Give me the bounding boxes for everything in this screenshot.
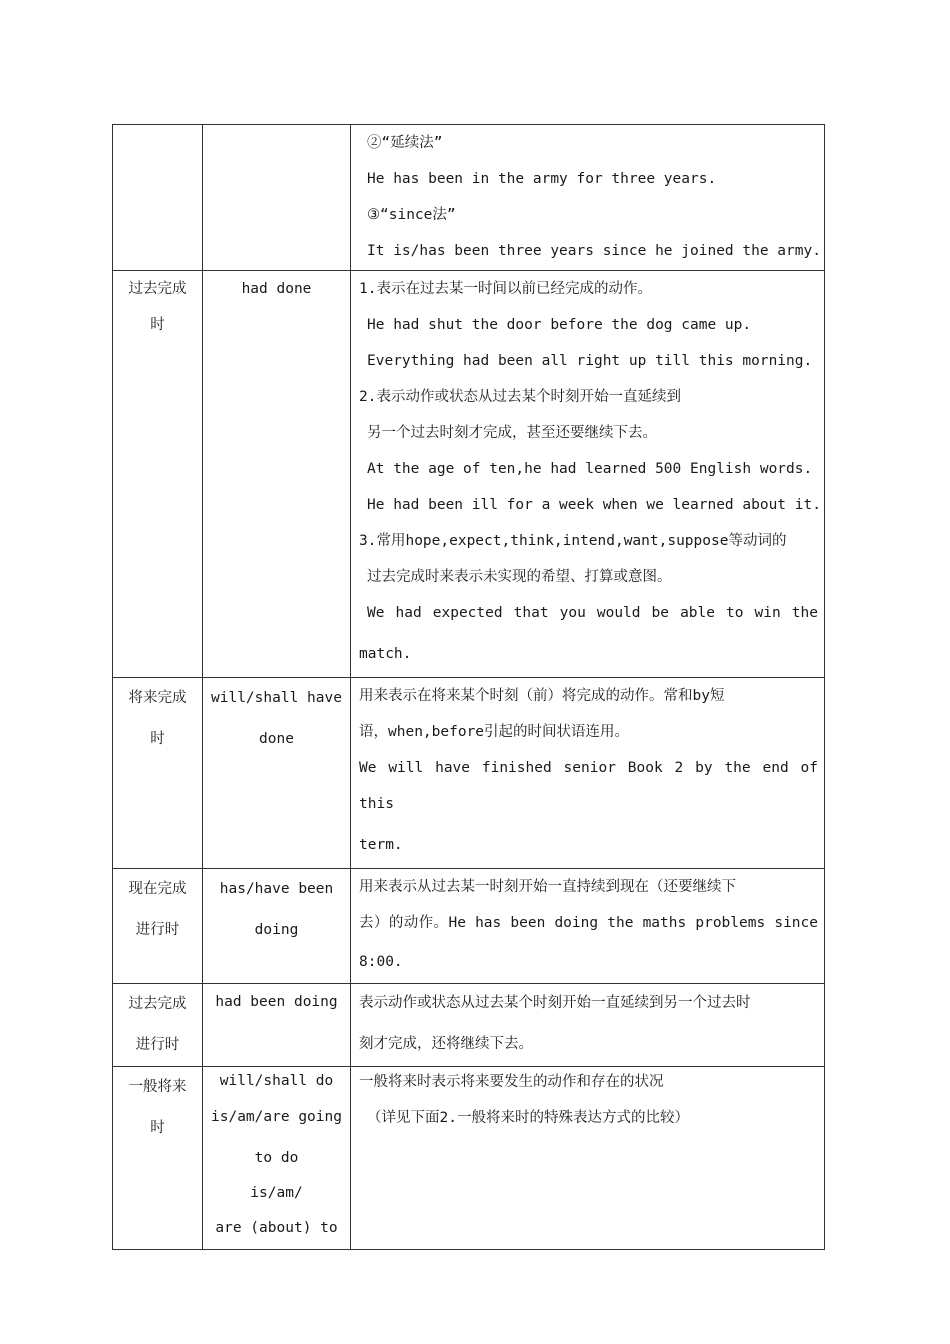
tense-name-line: 进行时 [135,1037,180,1053]
tense-name-cell [113,125,203,271]
tense-form-line: to do [254,1150,299,1166]
tense-name-cell [113,1067,203,1250]
usage-line: 用来表示从过去某一时刻开始一直持续到现在（还要继续下 [359,879,736,895]
usage-line: ③“since法” [367,207,456,223]
tense-form-cell [203,1067,351,1250]
tense-name-line: 现在完成 [128,881,187,897]
usage-line: We will have finished senior Book 2 by the end of this [359,760,818,812]
tense-usage-cell [351,125,825,271]
table-row [113,678,825,869]
tense-usage-cell [351,271,825,678]
usage-line: 1.表示在过去某一时间以前已经完成的动作。 [359,281,652,297]
usage-line: 一般将来时表示将来要发生的动作和存在的状况 [359,1074,664,1090]
usage-line: 用来表示在将来某个时刻（前）将完成的动作。常和by短 [359,688,725,704]
tense-form-line: are (about) to [215,1220,338,1236]
usage-line: （详见下面2.一般将来时的特殊表达方式的比较） [367,1110,689,1126]
usage-line: Everything had been all right up till this morning. [367,353,813,369]
tense-form-cell [203,984,351,1067]
tense-form-line: done [259,731,294,747]
grammar-table [112,124,825,1250]
tense-name-line: 过去完成 [128,996,187,1012]
tense-form-line: had done [241,281,312,297]
usage-line: 语，when,before引起的时间状语连用。 [359,724,630,740]
usage-line: We had expected that you would be able to win the [367,605,818,621]
usage-line: match. [359,646,412,662]
usage-line: 另一个过去时刻才完成，甚至还要继续下去。 [367,425,657,441]
table-row [113,271,825,678]
usage-line: 2.表示动作或状态从过去某个时刻开始一直延续到 [359,389,681,405]
usage-line: He has been in the army for three years. [367,171,717,187]
tense-form-cell [203,271,351,678]
tense-name-cell [113,678,203,869]
table-row [113,869,825,984]
table-row [113,1067,825,1250]
tense-form-line: is/am/are going [211,1109,342,1125]
tense-name-line: 进行时 [135,922,180,938]
tense-form-cell [203,869,351,984]
tense-name-cell [113,984,203,1067]
tense-form-cell [203,678,351,869]
tense-name-cell [113,869,203,984]
tense-form-line: is/am/ [250,1185,303,1201]
usage-line: It is/has been three years since he joined the army. [367,243,821,259]
tense-form-line: will/shall do [219,1073,334,1089]
tense-form-cell [203,125,351,271]
usage-line: ②“延续法” [367,135,443,151]
usage-line: 表示动作或状态从过去某个时刻开始一直延续到另一个过去时 [359,995,751,1011]
tense-name-line: 时 [150,317,165,333]
tense-name-line: 将来完成 [128,690,187,706]
tense-usage-cell [351,984,825,1067]
tense-form-line: will/shall have [211,690,342,706]
usage-line: 8:00. [359,954,403,970]
tense-name-line: 时 [150,1120,165,1136]
tense-usage-cell [351,869,825,984]
usage-line: term. [359,837,403,853]
usage-line: He had shut the door before the dog came up. [367,317,752,333]
usage-line: At the age of ten,he had learned 500 English words. [367,461,813,477]
usage-line: 刻才完成，还将继续下去。 [359,1036,533,1052]
usage-line: 去）的动作。He has been doing the maths problems since [359,915,818,931]
usage-line: 3.常用hope,expect,think,intend,want,suppose等动词的 [359,533,787,549]
tense-form-line: doing [254,922,299,938]
tense-name-line: 一般将来 [128,1079,187,1095]
table-row [113,125,825,271]
usage-line: 过去完成时来表示未实现的希望、打算或意图。 [367,569,672,585]
tense-name-line: 时 [150,731,165,747]
tense-name-cell [113,271,203,678]
tense-name-line: 过去完成 [128,281,187,297]
table-row [113,984,825,1067]
usage-line: He had been ill for a week when we learned about it. [367,497,821,513]
tense-usage-cell [351,1067,825,1250]
tense-form-line: had been doing [215,994,338,1010]
tense-form-line: has/have been [219,881,334,897]
tense-usage-cell [351,678,825,869]
